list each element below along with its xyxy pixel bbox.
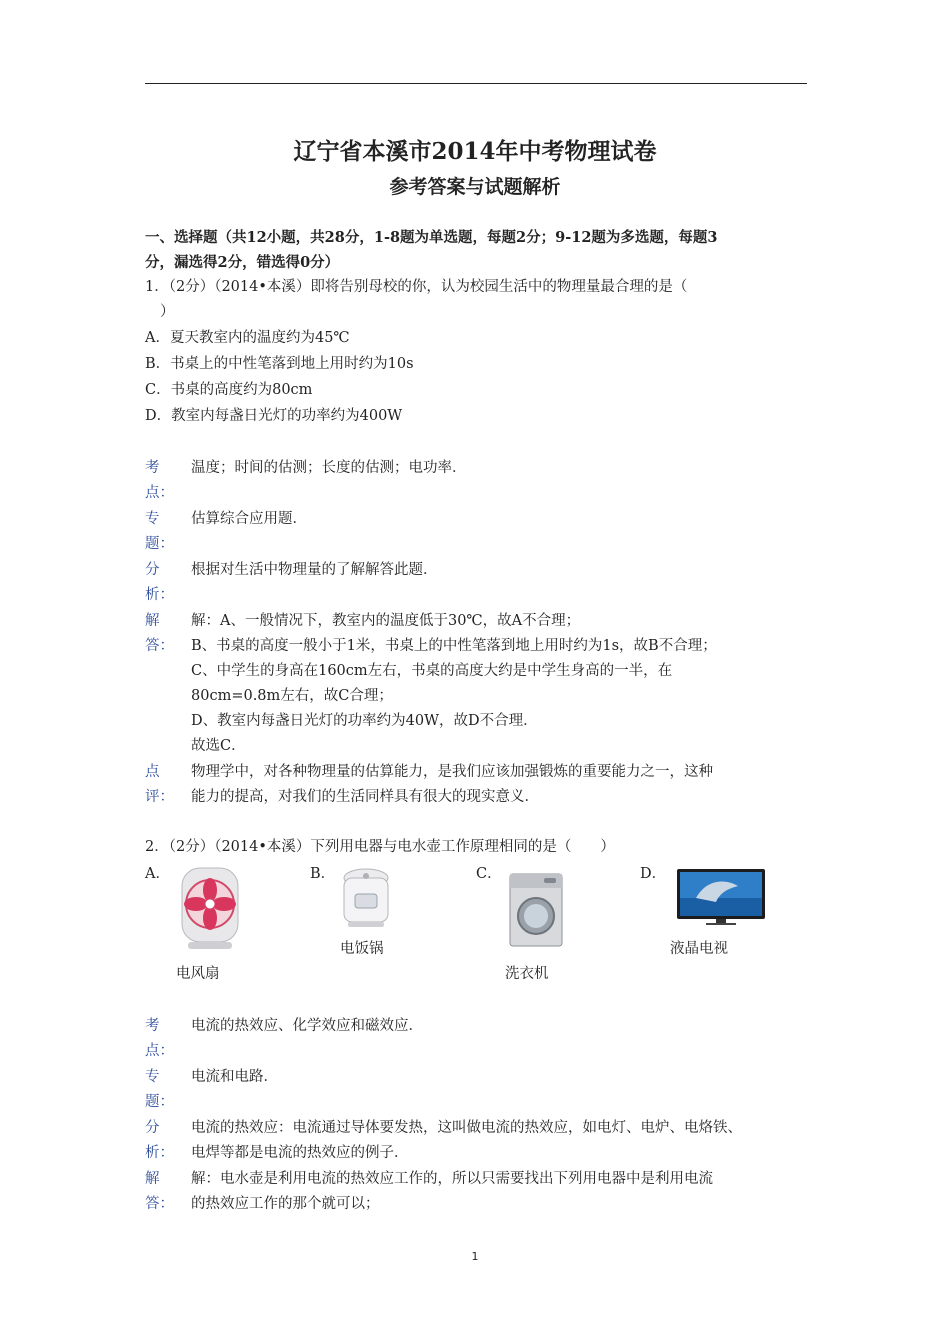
q1-jieda-line4: 80cm=0.8m左右，故C合理； — [191, 688, 393, 704]
lcd-tv-image — [676, 868, 766, 926]
q2-stem: 2．（2分）（2014•本溪）下列用电器与电水壶工作原理相同的是（ ） — [145, 839, 615, 855]
q2-jieda-line2: 的热效应工作的那个就可以； — [191, 1196, 380, 1212]
q1-option-b: B．书桌上的中性笔落到地上用时约为10s — [145, 356, 414, 372]
q1-dianping-line2: 能力的提高，对我们的生活同样具有很大的现实意义． — [191, 789, 539, 805]
header-rule — [145, 83, 807, 84]
q1-fenxi-label-1: 分 — [145, 562, 160, 578]
q2-option-c-letter: C． — [476, 866, 502, 882]
q1-kaodian-label-2: 点： — [145, 485, 174, 501]
q1-option-a: A．夏天教室内的温度约为45℃ — [145, 330, 350, 346]
page-subtitle: 参考答案与试题解析 — [389, 176, 561, 198]
q2-jieda-label-1: 解 — [145, 1171, 160, 1187]
q2-kaodian: 电流的热效应、化学效应和磁效应． — [191, 1018, 423, 1034]
q1-stem-line2: ） — [160, 304, 175, 320]
q2-kaodian-label-1: 考 — [145, 1018, 160, 1034]
q1-zhuanti: 估算综合应用题． — [191, 511, 307, 527]
electric-fan-image — [178, 866, 242, 952]
q2-jieda-line1: 解：电水壶是利用电流的热效应工作的，所以只需要找出下列用电器中是利用电流 — [191, 1171, 713, 1187]
rice-cooker-image — [340, 866, 392, 930]
q1-jieda-label-2: 答： — [145, 638, 174, 654]
q1-dianping-label-1: 点 — [145, 764, 160, 780]
q2-fenxi-label-1: 分 — [145, 1120, 160, 1136]
q1-dianping-line1: 物理学中，对各种物理量的估算能力，是我们应该加强锻炼的重要能力之一，这种 — [191, 764, 713, 780]
q1-fenxi: 根据对生活中物理量的了解解答此题． — [191, 562, 438, 578]
q2-jieda-label-2: 答： — [145, 1196, 174, 1212]
washing-machine-image — [508, 872, 564, 948]
q1-kaodian-label-1: 考 — [145, 460, 160, 476]
q1-jieda-line5: D、教室内每盏日光灯的功率约为40W，故D不合理． — [191, 713, 538, 729]
q1-jieda-line3: C、中学生的身高在160cm左右，书桌的高度大约是中学生身高的一半，在 — [191, 663, 673, 679]
q1-option-d: D．教室内每盏日光灯的功率约为400W — [145, 408, 403, 424]
q2-option-a-name: 电风扇 — [176, 966, 220, 982]
page-number: 1 — [471, 1250, 479, 1263]
q2-option-d-letter: D． — [640, 866, 667, 882]
q1-zhuanti-label-2: 题： — [145, 536, 174, 552]
q1-stem-line1: 1．（2分）（2014•本溪）即将告别母校的你，认为校园生活中的物理量最合理的是（ — [145, 279, 688, 295]
q1-kaodian: 温度；时间的估测；长度的估测；电功率． — [191, 460, 467, 476]
section-heading-line1: 一、选择题（共12小题，共28分，1-8题为单选题，每题2分；9-12题为多选题，每题3 — [145, 229, 718, 246]
q1-jieda-line6: 故选C． — [191, 738, 246, 754]
q2-fenxi-line1: 电流的热效应：电流通过导体要发热，这叫做电流的热效应，如电灯、电炉、电烙铁、 — [191, 1120, 742, 1136]
q2-option-b-letter: B． — [310, 866, 336, 882]
q1-zhuanti-label-1: 专 — [145, 511, 160, 527]
q2-option-c-name: 洗衣机 — [505, 966, 549, 982]
section-heading-line2: 分，漏选得2分，错选得0分） — [145, 254, 340, 271]
q1-jieda-line2: B、书桌的高度一般小于1米，书桌上的中性笔落到地上用时约为1s，故B不合理； — [191, 638, 717, 654]
q2-fenxi-line2: 电焊等都是电流的热效应的例子． — [191, 1145, 409, 1161]
q2-fenxi-label-2: 析： — [145, 1145, 174, 1161]
q2-kaodian-label-2: 点： — [145, 1043, 174, 1059]
q2-zhuanti: 电流和电路． — [191, 1069, 278, 1085]
q1-jieda-line1: 解：A、一般情况下，教室内的温度低于30℃，故A不合理； — [191, 613, 581, 629]
q2-zhuanti-label-1: 专 — [145, 1069, 160, 1085]
q2-option-d-name: 液晶电视 — [670, 941, 728, 957]
q1-dianping-label-2: 评： — [145, 789, 174, 805]
q1-jieda-label-1: 解 — [145, 613, 160, 629]
page-title: 辽宁省本溪市2014年中考物理试卷 — [293, 138, 657, 165]
q1-option-c: C．书桌的高度约为80cm — [145, 382, 313, 398]
q1-fenxi-label-2: 析： — [145, 587, 174, 603]
q2-option-a-letter: A． — [145, 866, 170, 882]
q2-zhuanti-label-2: 题： — [145, 1094, 174, 1110]
q2-option-b-name: 电饭锅 — [340, 941, 384, 957]
